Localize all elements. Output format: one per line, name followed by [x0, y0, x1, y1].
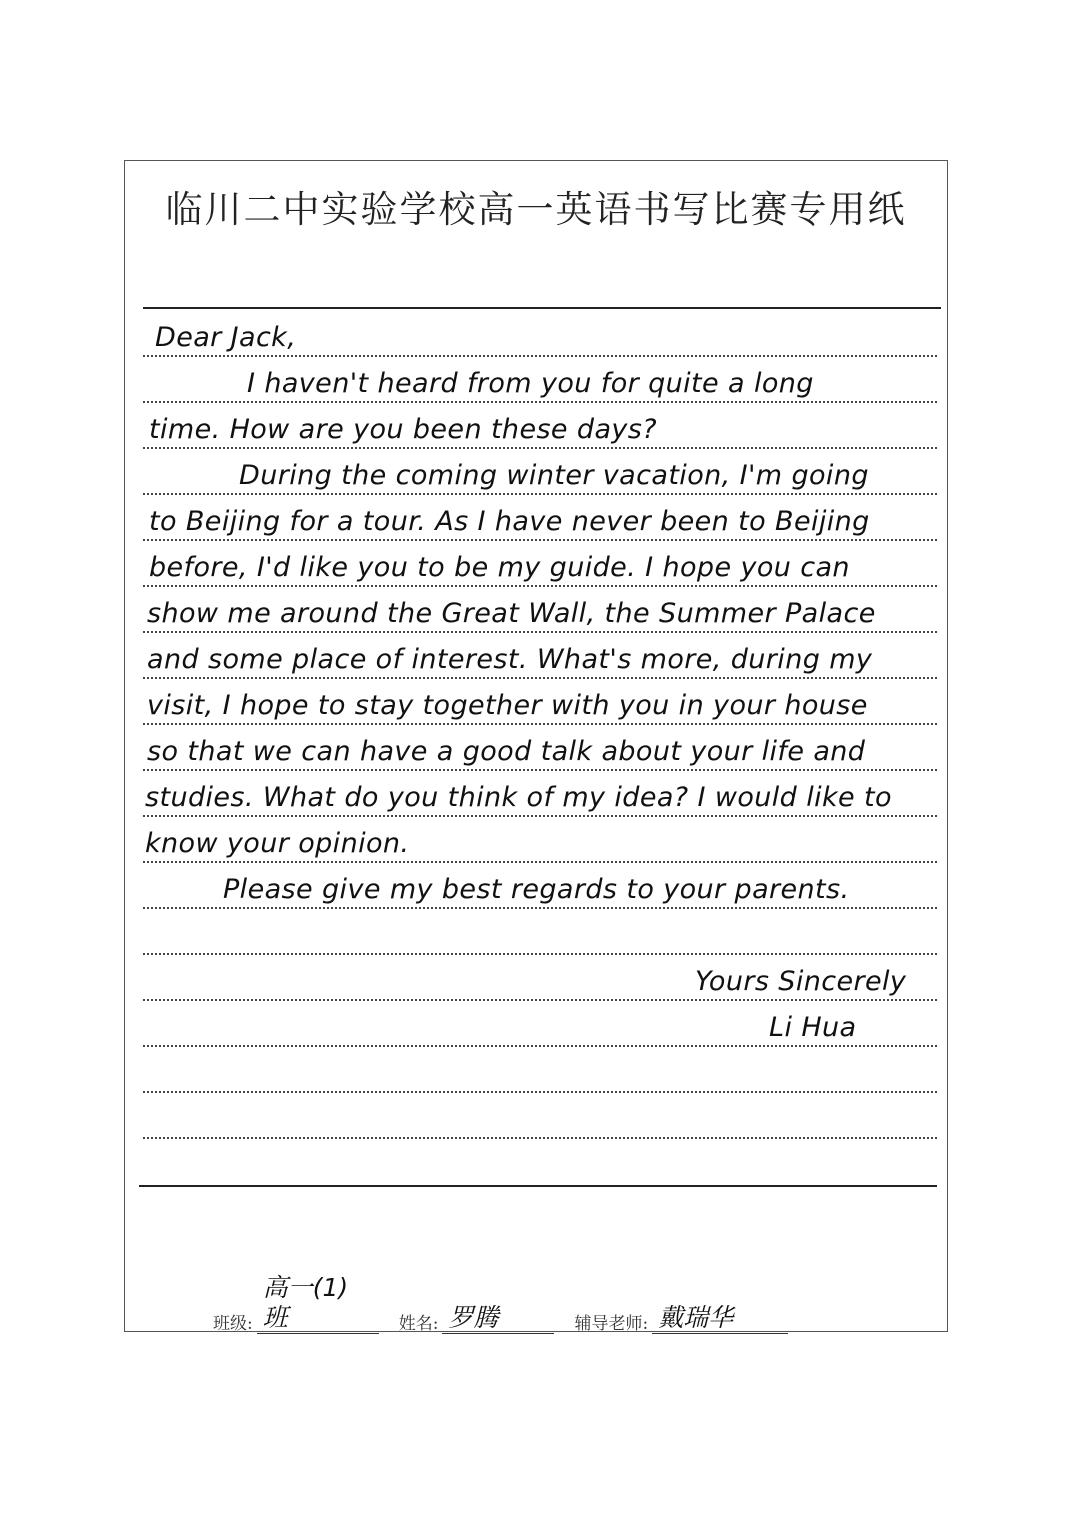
ruled-line — [143, 679, 937, 725]
writing-sheet — [124, 160, 948, 1332]
ruled-line — [143, 955, 937, 1001]
signature-name: Li Hua — [769, 1012, 857, 1043]
ruled-line — [143, 357, 937, 403]
ruled-line — [143, 1047, 937, 1093]
ruled-line — [143, 587, 937, 633]
letter-line: During the coming winter vacation, I'm going — [239, 460, 869, 491]
student-info — [213, 1273, 788, 1334]
bottom-divider — [139, 1185, 937, 1187]
ruled-line — [143, 449, 937, 495]
ruled-line — [143, 909, 937, 955]
teacher-value: 戴瑞华 — [652, 1303, 788, 1334]
letter-line: show me around the Great Wall, the Summer Palace — [147, 598, 876, 629]
ruled-line — [143, 495, 937, 541]
ruled-line — [143, 311, 937, 357]
ruled-line — [143, 863, 937, 909]
letter-line: so that we can have a good talk about your life and — [147, 736, 866, 767]
ruled-line — [143, 771, 937, 817]
ruled-line — [143, 817, 937, 863]
letter-line: Please give my best regards to your parents. — [223, 874, 850, 905]
class-label: 班级: — [213, 1314, 253, 1334]
letter-line: I haven't heard from you for quite a long — [247, 368, 814, 399]
letter-line: before, I'd like you to be my guide. I hope you can — [149, 552, 850, 583]
letter-line: know your opinion. — [145, 828, 410, 859]
ruled-line — [143, 403, 937, 449]
letter-line: and some place of interest. What's more, during my — [147, 644, 873, 675]
name-value: 罗腾 — [442, 1303, 554, 1334]
letter-line: to Beijing for a tour. As I have never been to Beijing — [149, 506, 870, 537]
closing: Yours Sincerely — [695, 966, 907, 997]
ruled-line — [143, 633, 937, 679]
ruled-line — [143, 725, 937, 771]
letter-line: visit, I hope to stay together with you in your house — [147, 690, 868, 721]
letter-line: studies. What do you think of my idea? I would like to — [145, 782, 892, 813]
ruled-line — [143, 1093, 937, 1139]
teacher-label: 辅导老师: — [574, 1314, 649, 1334]
writing-lines — [125, 161, 947, 1331]
name-label: 姓名: — [398, 1314, 439, 1334]
ruled-line — [143, 1001, 937, 1047]
page-title: 临川二中实验学校高一英语书写比赛专用纸 — [165, 188, 907, 231]
letter-line: time. How are you been these days? — [149, 414, 657, 445]
ruled-line — [143, 541, 937, 587]
salutation: Dear Jack, — [155, 322, 297, 353]
class-value: 高一(1)班 — [257, 1273, 379, 1334]
